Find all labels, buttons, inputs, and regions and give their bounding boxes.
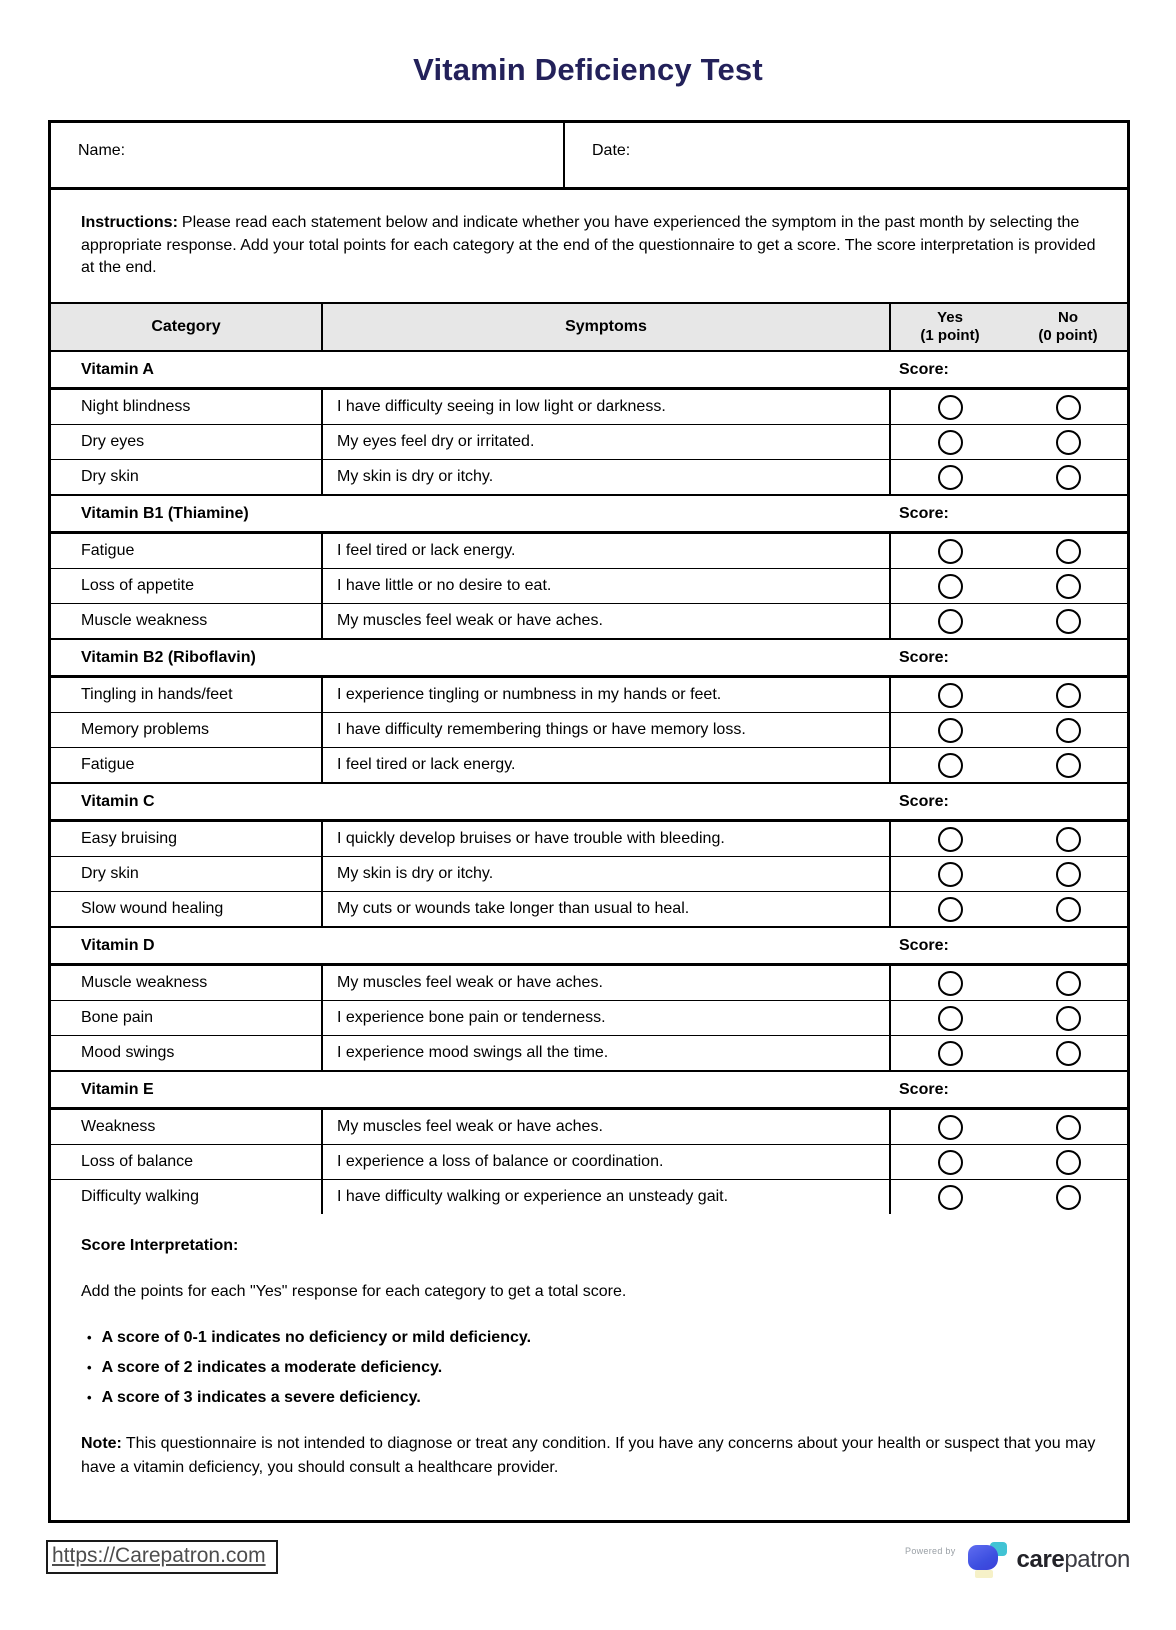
symptom-text: My skin is dry or itchy.: [321, 857, 889, 891]
table-row: [51, 822, 1127, 856]
no-radio[interactable]: [1056, 897, 1081, 922]
yes-radio[interactable]: [938, 430, 963, 455]
yes-radio[interactable]: [938, 574, 963, 599]
symptom-category: Night blindness: [81, 398, 191, 416]
symptom-category: Easy bruising: [81, 830, 178, 848]
symptom-category: Weakness: [81, 1118, 156, 1136]
note: [81, 1432, 1097, 1480]
table-row: [51, 1035, 1127, 1070]
table-row: [51, 1110, 1127, 1144]
interpretation-heading: Score Interpretation:: [81, 1237, 239, 1255]
section-header-row: [51, 638, 1127, 678]
yes-radio[interactable]: [938, 971, 963, 996]
bullet-icon: •: [87, 1390, 92, 1406]
no-radio[interactable]: [1056, 395, 1081, 420]
symptom-category: Fatigue: [81, 756, 135, 774]
no-radio[interactable]: [1056, 1006, 1081, 1031]
no-radio[interactable]: [1056, 609, 1081, 634]
yes-radio[interactable]: [938, 897, 963, 922]
header-yes-no: [889, 304, 1127, 350]
bullet-icon: •: [87, 1360, 92, 1376]
score-label: Score:: [899, 1080, 949, 1098]
date-label: Date:: [592, 142, 631, 159]
score-label: Score:: [899, 360, 949, 378]
header-no: No (0 point): [1038, 309, 1098, 345]
table-row: [51, 534, 1127, 568]
symptom-category: Muscle weakness: [81, 612, 208, 630]
no-radio[interactable]: [1056, 430, 1081, 455]
header-category: Category: [151, 318, 221, 336]
yes-radio[interactable]: [938, 539, 963, 564]
instructions-text: Please read each statement below and indicate whether you have experienced the symptom in the past month by selecting the appropriate response. Add your total points for each category at the end of the questionnaire to get a score. The score interpretation is provided at the end.: [81, 214, 1096, 277]
symptom-text: I feel tired or lack energy.: [321, 748, 889, 782]
symptom-category: Loss of appetite: [81, 577, 194, 595]
yes-radio[interactable]: [938, 395, 963, 420]
branding: [905, 1542, 1130, 1578]
symptom-category: Bone pain: [81, 1009, 154, 1027]
no-radio[interactable]: [1056, 1041, 1081, 1066]
symptom-text: I experience a loss of balance or coordination.: [321, 1145, 889, 1179]
yes-radio[interactable]: [938, 1185, 963, 1210]
symptom-text: My skin is dry or itchy.: [321, 460, 889, 494]
page-title: Vitamin Deficiency Test: [413, 52, 763, 87]
section-name: Vitamin C: [81, 792, 155, 810]
note-label: Note:: [81, 1435, 122, 1453]
no-radio[interactable]: [1056, 827, 1081, 852]
no-radio[interactable]: [1056, 718, 1081, 743]
table-row: [51, 1179, 1127, 1214]
instructions: [51, 190, 1127, 304]
symptom-category: Tingling in hands/feet: [81, 686, 233, 704]
section-name: Vitamin A: [81, 360, 154, 378]
symptom-text: I quickly develop bruises or have trouble with bleeding.: [321, 822, 889, 856]
symptom-category: Dry eyes: [81, 433, 145, 451]
no-radio[interactable]: [1056, 1115, 1081, 1140]
table-row: [51, 712, 1127, 747]
symptom-category: Memory problems: [81, 721, 210, 739]
table-row: [51, 966, 1127, 1000]
symptom-text: I have little or no desire to eat.: [321, 569, 889, 603]
symptom-text: I have difficulty seeing in low light or darkness.: [321, 390, 889, 424]
symptom-text: My muscles feel weak or have aches.: [321, 966, 889, 1000]
powered-by-label: Powered by: [905, 1546, 956, 1556]
symptom-text: I have difficulty walking or experience an unsteady gait.: [321, 1180, 889, 1214]
section-name: Vitamin B2 (Riboflavin): [81, 648, 256, 666]
symptom-category: Slow wound healing: [81, 900, 224, 918]
no-radio[interactable]: [1056, 1150, 1081, 1175]
table-row: [51, 747, 1127, 782]
score-label: Score:: [899, 648, 949, 666]
yes-radio[interactable]: [938, 1041, 963, 1066]
table-row: [51, 891, 1127, 926]
symptom-text: My eyes feel dry or irritated.: [321, 425, 889, 459]
note-text: This questionnaire is not intended to diagnose or treat any condition. If you have any concerns about your health or suspect that you may have a vitamin deficiency, you should consult a healthcare provider.: [81, 1435, 1096, 1477]
table-row: [51, 390, 1127, 424]
instructions-label: Instructions:: [81, 214, 178, 231]
no-radio[interactable]: [1056, 574, 1081, 599]
symptom-category: Mood swings: [81, 1044, 175, 1062]
yes-radio[interactable]: [938, 1006, 963, 1031]
table-row: [51, 568, 1127, 603]
name-field[interactable]: [51, 123, 565, 187]
symptom-category: Dry skin: [81, 865, 139, 883]
header-symptoms: Symptoms: [321, 304, 889, 350]
symptom-text: I experience mood swings all the time.: [321, 1036, 889, 1070]
header-yes: Yes (1 point): [920, 309, 980, 345]
no-radio[interactable]: [1056, 862, 1081, 887]
symptom-category: Difficulty walking: [81, 1188, 199, 1206]
date-field[interactable]: [565, 123, 1127, 187]
name-date-row: [51, 123, 1127, 190]
no-radio[interactable]: [1056, 465, 1081, 490]
table-header: [51, 304, 1127, 352]
no-radio[interactable]: [1056, 683, 1081, 708]
table-row: [51, 424, 1127, 459]
section-name: Vitamin D: [81, 936, 155, 954]
bullet-icon: •: [87, 1330, 92, 1346]
yes-radio[interactable]: [938, 718, 963, 743]
symptom-category: Muscle weakness: [81, 974, 208, 992]
symptom-category: Fatigue: [81, 542, 135, 560]
section-header-row: [51, 352, 1127, 390]
table-row: [51, 1144, 1127, 1179]
carepatron-link[interactable]: https://Carepatron.com: [46, 1540, 278, 1574]
table-row: [51, 678, 1127, 712]
yes-radio[interactable]: [938, 1150, 963, 1175]
yes-radio[interactable]: [938, 683, 963, 708]
symptom-category: Dry skin: [81, 468, 139, 486]
symptom-text: My muscles feel weak or have aches.: [321, 1110, 889, 1144]
section-header-row: [51, 494, 1127, 534]
table-row: [51, 459, 1127, 494]
table-row: [51, 603, 1127, 638]
list-item: • A score of 2 indicates a moderate deficiency.: [87, 1359, 443, 1377]
list-item: • A score of 0-1 indicates no deficiency or mild deficiency.: [87, 1329, 532, 1347]
symptom-text: I have difficulty remembering things or have memory loss.: [321, 713, 889, 747]
carepatron-wordmark: carepatron: [1016, 1546, 1130, 1573]
yes-radio[interactable]: [938, 753, 963, 778]
yes-radio[interactable]: [938, 827, 963, 852]
table-row: [51, 856, 1127, 891]
score-label: Score:: [899, 504, 949, 522]
yes-radio[interactable]: [938, 862, 963, 887]
section-header-row: [51, 1070, 1127, 1110]
symptom-category: Loss of balance: [81, 1153, 194, 1171]
no-radio[interactable]: [1056, 753, 1081, 778]
yes-radio[interactable]: [938, 1115, 963, 1140]
list-item: • A score of 3 indicates a severe deficiency.: [87, 1389, 421, 1407]
symptom-text: I experience bone pain or tenderness.: [321, 1001, 889, 1035]
carepatron-logo-icon: [968, 1542, 1010, 1578]
yes-radio[interactable]: [938, 609, 963, 634]
score-label: Score:: [899, 936, 949, 954]
section-header-row: [51, 926, 1127, 966]
no-radio[interactable]: [1056, 1185, 1081, 1210]
symptom-text: I feel tired or lack energy.: [321, 534, 889, 568]
symptom-text: My muscles feel weak or have aches.: [321, 604, 889, 638]
interpretation-intro: Add the points for each "Yes" response for each category to get a total score.: [81, 1283, 627, 1301]
yes-radio[interactable]: [938, 465, 963, 490]
no-radio[interactable]: [1056, 539, 1081, 564]
score-interpretation: [51, 1214, 1127, 1520]
score-label: Score:: [899, 792, 949, 810]
name-label: Name:: [78, 142, 126, 159]
no-radio[interactable]: [1056, 971, 1081, 996]
interpretation-bullets: [81, 1326, 1097, 1410]
section-name: Vitamin B1 (Thiamine): [81, 504, 249, 522]
form-sheet: [48, 120, 1130, 1523]
section-header-row: [51, 782, 1127, 822]
section-name: Vitamin E: [81, 1080, 154, 1098]
symptom-text: I experience tingling or numbness in my hands or feet.: [321, 678, 889, 712]
symptom-text: My cuts or wounds take longer than usual to heal.: [321, 892, 889, 926]
table-row: [51, 1000, 1127, 1035]
